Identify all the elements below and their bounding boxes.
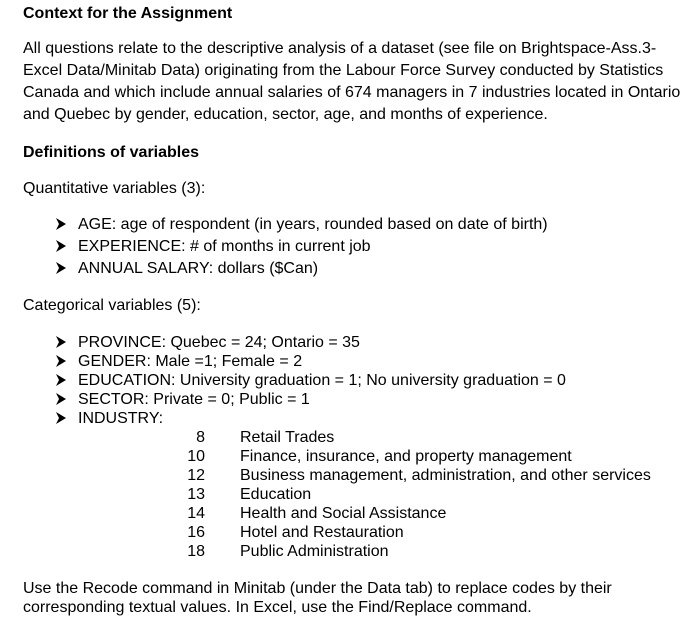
industry-code: 8 <box>196 429 205 446</box>
bullet-text: EDUCATION: University graduation = 1; No university graduation = 0 <box>78 372 566 389</box>
bullet-text: GENDER: Male =1; Female = 2 <box>78 353 303 370</box>
industry-code: 16 <box>187 524 205 541</box>
industry-code: 12 <box>187 467 205 484</box>
arrow-bullet-icon <box>55 353 67 369</box>
industry-code: 18 <box>187 543 205 560</box>
industry-code: 13 <box>187 486 205 503</box>
bullet-text: EXPERIENCE: # of months in current job <box>78 238 371 255</box>
industry-name: Public Administration <box>240 543 389 560</box>
industry-name: Health and Social Assistance <box>240 505 447 522</box>
bullet-text: AGE: age of respondent (in years, rounded based on date of birth) <box>78 216 548 233</box>
bullet-text: PROVINCE: Quebec = 24; Ontario = 35 <box>78 334 360 351</box>
arrow-bullet-icon <box>55 334 67 350</box>
bullet-text: SECTOR: Private = 0; Public = 1 <box>78 391 310 408</box>
arrow-bullet-icon <box>55 372 67 388</box>
industry-name: Business management, administration, and other services <box>240 467 651 484</box>
arrow-bullet-icon <box>55 238 67 254</box>
industry-name: Education <box>240 486 312 503</box>
bullet-text: ANNUAL SALARY: dollars ($Can) <box>78 260 319 277</box>
industry-name: Hotel and Restauration <box>240 524 404 541</box>
industry-code: 14 <box>187 505 205 522</box>
arrow-bullet-icon <box>55 260 67 276</box>
arrow-bullet-icon <box>55 410 67 426</box>
categorical-label: Categorical variables (5): <box>23 297 201 314</box>
definitions-heading: Definitions of variables <box>23 144 200 161</box>
quantitative-label: Quantitative variables (3): <box>23 180 206 197</box>
closing-paragraph: Use the Recode command in Minitab (under the Data tab) to replace codes by their corresponding textual values. In Excel, use the Find/Replace command. <box>23 580 612 616</box>
industry-name: Retail Trades <box>240 429 335 446</box>
industry-code: 10 <box>187 448 205 465</box>
industry-name: Finance, insurance, and property management <box>240 448 572 465</box>
bullet-text: INDUSTRY: <box>78 410 164 427</box>
arrow-bullet-icon <box>55 391 67 407</box>
context-paragraph: All questions relate to the descriptive analysis of a dataset (see file on Brightspace-Ass.3-Excel Data/Minitab Data) originating from the Labour Force Survey conducted by Statistics Canada and which include annual salaries of 674 managers in 7 industries located in Ontario and Quebec by gender, education, sector, age, and months of experience. <box>23 40 681 123</box>
arrow-bullet-icon <box>55 216 67 232</box>
context-heading: Context for the Assignment <box>23 5 233 22</box>
